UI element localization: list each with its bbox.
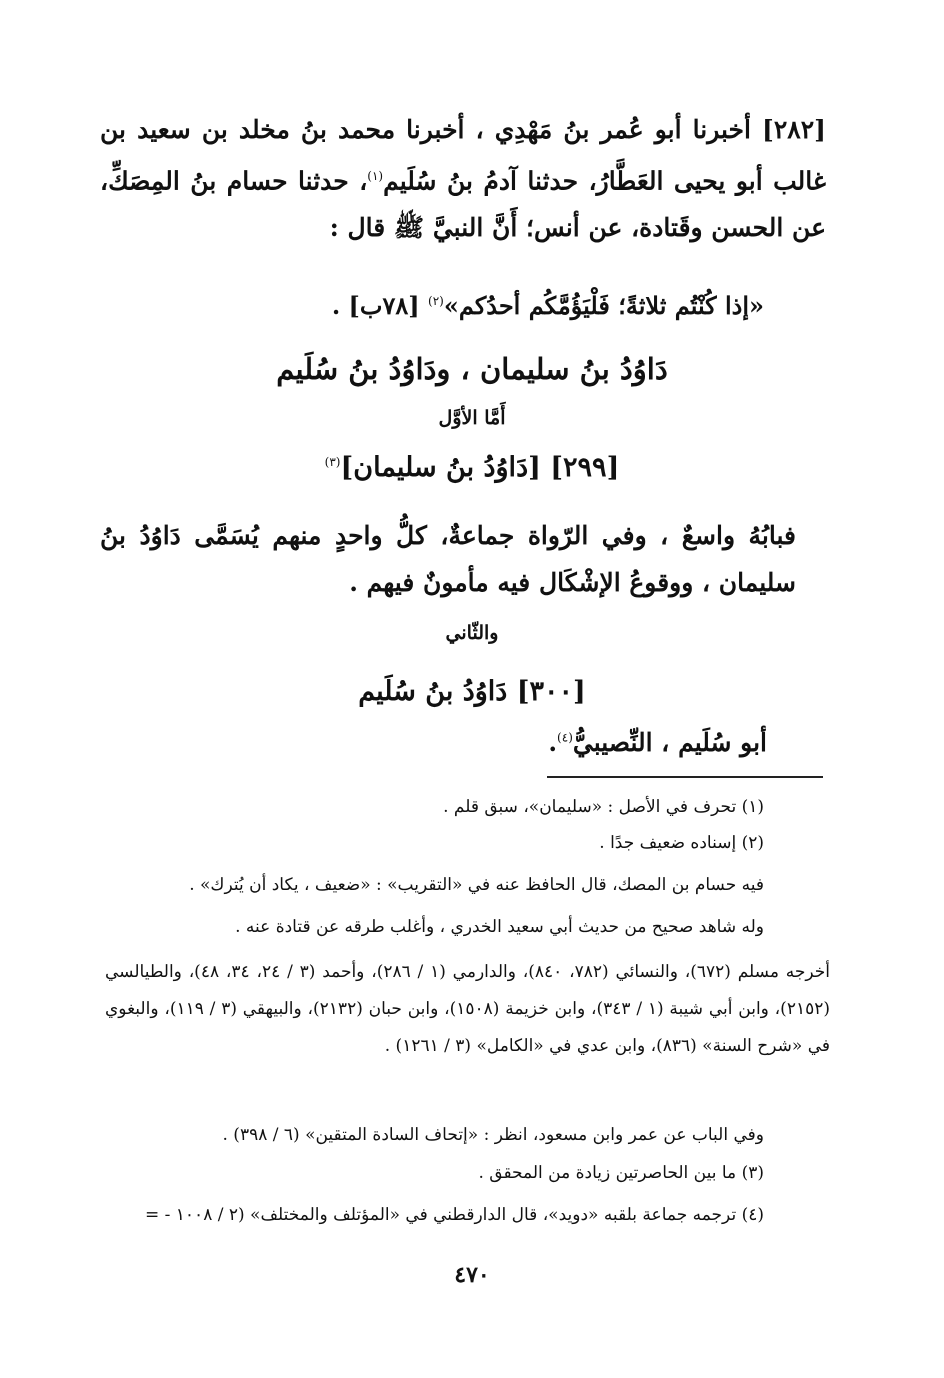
hadith-282-text-1: [٢٨٢] أخبرنا أبو عُمر بنُ مَهْدِي ، أخبرنا محمد بنُ مخلد بن سعيد بن غالب أبو يحيى العَطَّارُ، حدثنا آدمُ بنُ سُلَيم <box>100 115 826 196</box>
footnote-mark-3: (٣) <box>324 455 341 469</box>
hadith-282-quote-line <box>332 291 764 320</box>
entry-300-title: [٣٠٠] دَاوُدُ بنُ سُلَيم <box>358 676 586 707</box>
entry-299-title: [٢٩٩] [دَاوُدُ بنُ سليمان] <box>340 452 620 483</box>
footnote-2-line-a: فيه حسام بن المصك، قال الحافظ عنه في «التقريب» : «ضعيف ، يكاد أن يُترك» . <box>189 875 764 895</box>
footnote-separator <box>547 776 823 778</box>
footnote-4: (٤) ترجمه جماعة بلقبه «دويد»، قال الدارقطني في «المؤتلف والمختلف» (٢ / ١٠٠٨ - = <box>145 1205 764 1225</box>
hadith-282-text-2: ، حدثنا حسام بنُ المِصَكِّ، عن الحسن وقَتادة، عن أنس؛ أَنَّ النبيَّ ﷺ قال : <box>100 166 826 243</box>
footnote-2-line-d: وفي الباب عن عمر وابن مسعود، انظر : «إتحاف السادة المتقين» (٦ / ٣٩٨) . <box>222 1125 764 1145</box>
folio-marker: [٧٨ب] . <box>331 291 420 320</box>
section-title: دَاوُدُ بنُ سليمان ، ودَاوُدُ بنُ سُلَيم <box>276 352 668 386</box>
second-heading: والثّاني <box>445 622 499 644</box>
footnote-mark-2: (٢) <box>428 294 444 308</box>
footnote-2: (٢) إسناده ضعيف جدًا . <box>599 833 764 853</box>
footnote-1: (١) تحرف في الأصل : «سليمان»، سبق قلم . <box>443 797 764 817</box>
entry-300-end: . <box>548 728 558 757</box>
footnote-2-citations: أخرجه مسلم (٦٧٢)، والنسائي (٧٨٢، ٨٤٠)، والدارمي (١ / ٢٨٦)، وأحمد (٣ / ٢٤، ٣٤، ٤٨)، والطيالسي (٢١٥٢)، وابن أبي شيبة (١ / ٣٤٣)، وابن خزيمة (١٥٠٨)، وابن حبان (٢١٣٢)، والبيهقي (٣ / ١١٩)، والبغوي في «شرح السنة» (٨٣٦)، وابن عدي في «الكامل» (٣ / ١٢٦١) . <box>105 962 830 1056</box>
entry-300-body-line <box>548 728 767 757</box>
footnote-3: (٣) ما بين الحاصرتين زيادة من المحقق . <box>478 1163 764 1183</box>
first-heading: أَمَّا الأوَّل <box>438 407 506 429</box>
hadith-282-quote: «إذا كُنْتُم ثلاثةً؛ فَلْيَؤُمَّكُم أحدُكم» <box>443 291 764 320</box>
footnote-mark-1: (١) <box>367 169 384 183</box>
footnote-2-line-b: وله شاهد صحيح من حديث أبي سعيد الخدري ، وأغلب طرقه عن قتادة عنه . <box>235 917 764 937</box>
entry-300-body: أبو سُلَيم ، النِّصيبيُّ <box>572 728 767 757</box>
hadith-282-paragraph <box>100 106 826 251</box>
footnote-mark-4: (٤) <box>557 730 573 745</box>
entry-299-title-line <box>0 452 944 483</box>
entry-299-body: فبابُهُ واسعٌ ، وفي الرّواة جماعةٌ، كلُّ واحدٍ منهم يُسَمَّى دَاوُدُ بنُ سليمان ، ووقوعُ الإشْكَال فيه مأمونٌ فيهم . <box>100 521 796 597</box>
page-number: ٤٧٠ <box>454 1262 490 1288</box>
